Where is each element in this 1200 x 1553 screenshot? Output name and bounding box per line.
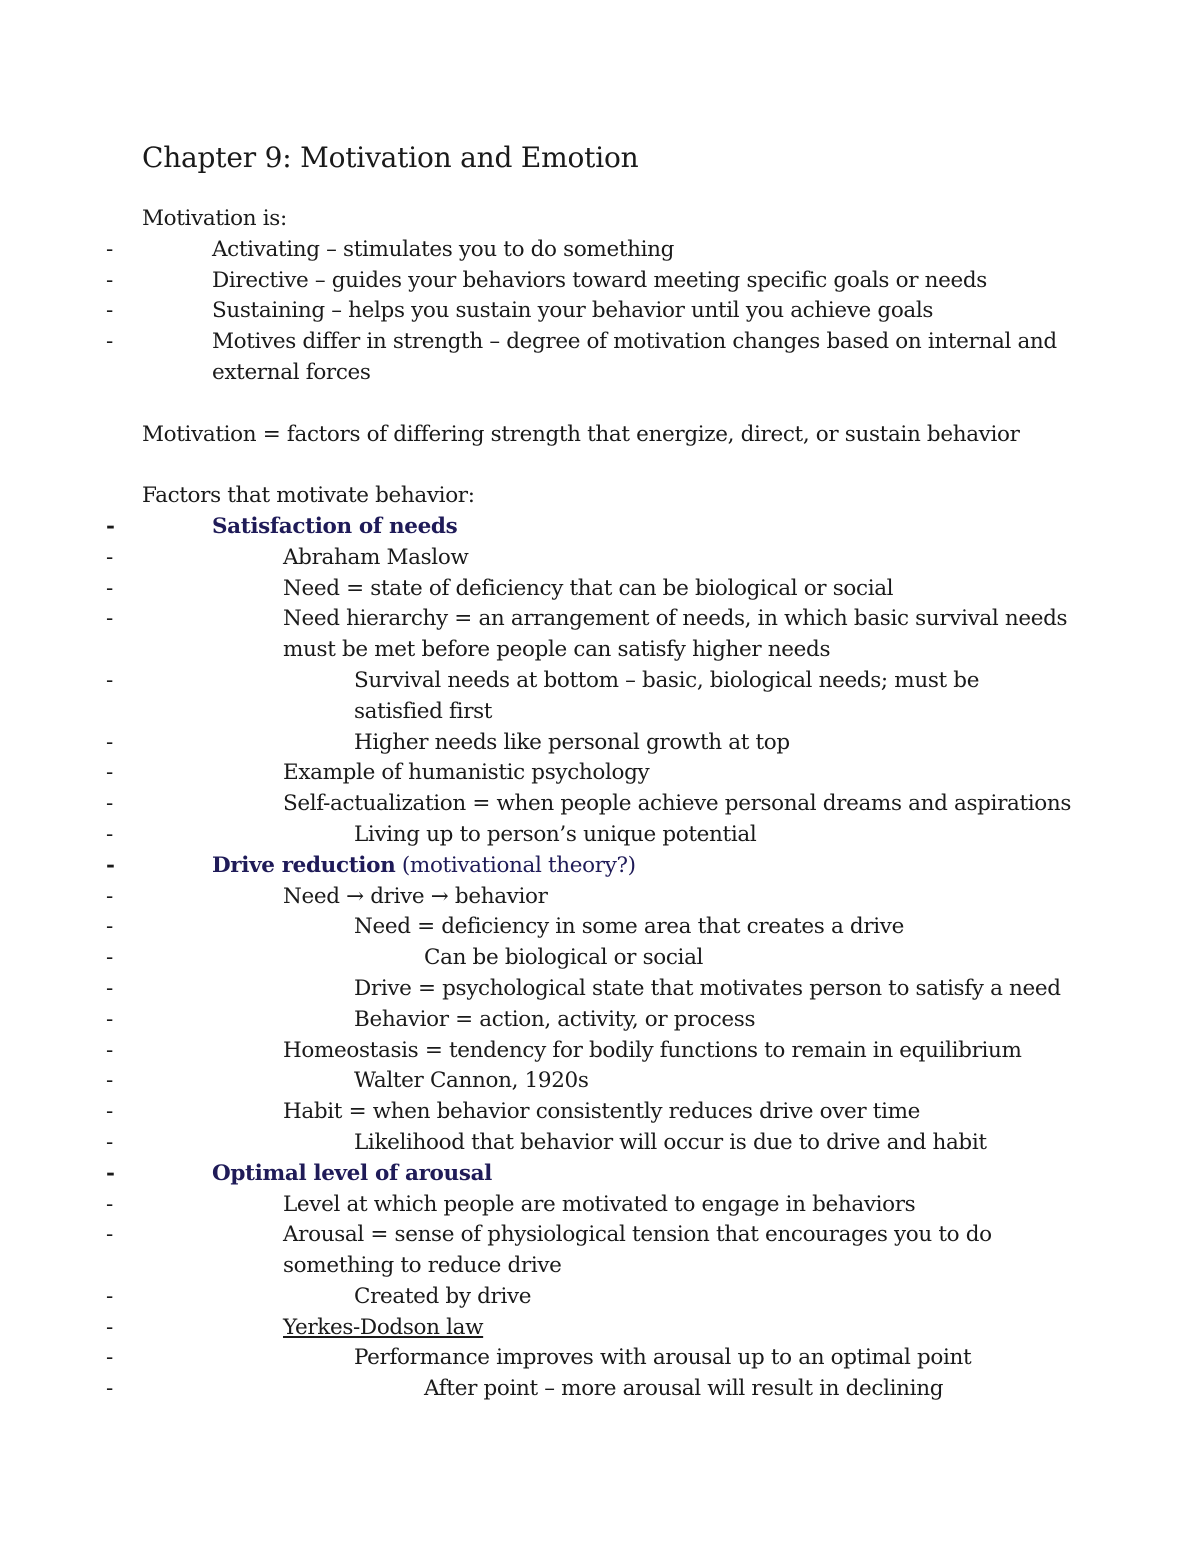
list-item: - Directive – guides your behaviors toward meeting specific goals or needs: [106, 267, 987, 293]
list-item: - Higher needs like personal growth at top: [106, 729, 790, 755]
section-heading-arousal: - Optimal level of arousal: [106, 1160, 492, 1186]
yerkes-dodson-law: Yerkes-Dodson law: [283, 1314, 484, 1340]
list-item: - Behavior = action, activity, or process: [106, 1006, 756, 1032]
list-item: - After point – more arousal will result in declining: [106, 1376, 944, 1402]
list-item: - Can be biological or social: [106, 945, 704, 971]
list-item: - Survival needs at bottom – basic, biological needs; must be satisfied first: [106, 667, 980, 724]
list-item: - Homeostasis = tendency for bodily functions to remain in equilibrium: [106, 1037, 1022, 1063]
list-item: - Need → drive → behavior: [106, 883, 548, 909]
list-item: - Created by drive: [106, 1283, 532, 1309]
factors-list: [106, 512, 1072, 1405]
section-heading-drive: - Drive reduction (motivational theory?): [106, 852, 636, 878]
motivation-definition: Motivation = factors of differing strength that energize, direct, or sustain behavior: [142, 421, 1020, 447]
list-item: - Sustaining – helps you sustain your behavior until you achieve goals: [106, 298, 934, 324]
list-item: - Level at which people are motivated to engage in behaviors: [106, 1191, 916, 1217]
list-item: - Performance improves with arousal up to an optimal point: [106, 1345, 972, 1371]
list-item: - Walter Cannon, 1920s: [106, 1068, 589, 1094]
list-item: - Need = state of deficiency that can be biological or social: [106, 575, 894, 601]
list-item: - Example of humanistic psychology: [106, 760, 650, 786]
list-item: - Motives differ in strength – degree of motivation changes based on internal and external forces: [106, 329, 1057, 385]
list-item: - Need hierarchy = an arrangement of needs, in which basic survival needs must be met before people can satisfy higher needs: [106, 606, 1068, 663]
document-page: [106, 140, 1072, 1405]
list-item: - Likelihood that behavior will occur is due to drive and habit: [106, 1129, 987, 1155]
list-item: - Living up to person’s unique potential: [106, 821, 757, 847]
page-title: Chapter 9: Motivation and Emotion: [142, 141, 639, 174]
list-item: - Self-actualization = when people achieve personal dreams and aspirations: [106, 791, 1072, 817]
section-heading-needs: - Satisfaction of needs: [106, 513, 458, 539]
list-item: - Habit = when behavior consistently reduces drive over time: [106, 1099, 921, 1125]
list-item: - Yerkes-Dodson law: [106, 1314, 484, 1340]
list-item: - Abraham Maslow: [106, 544, 469, 570]
motivation-is-label: Motivation is:: [142, 206, 287, 231]
motivation-is-list: [106, 235, 1072, 389]
list-item: - Need = deficiency in some area that creates a drive: [106, 914, 904, 940]
factors-label: Factors that motivate behavior:: [142, 483, 475, 509]
list-item: - Arousal = sense of physiological tension that encourages you to do something to reduce drive: [106, 1222, 992, 1279]
list-item: - Drive = psychological state that motivates person to satisfy a need: [106, 975, 1061, 1001]
list-item: - Activating – stimulates you to do something: [106, 236, 675, 262]
